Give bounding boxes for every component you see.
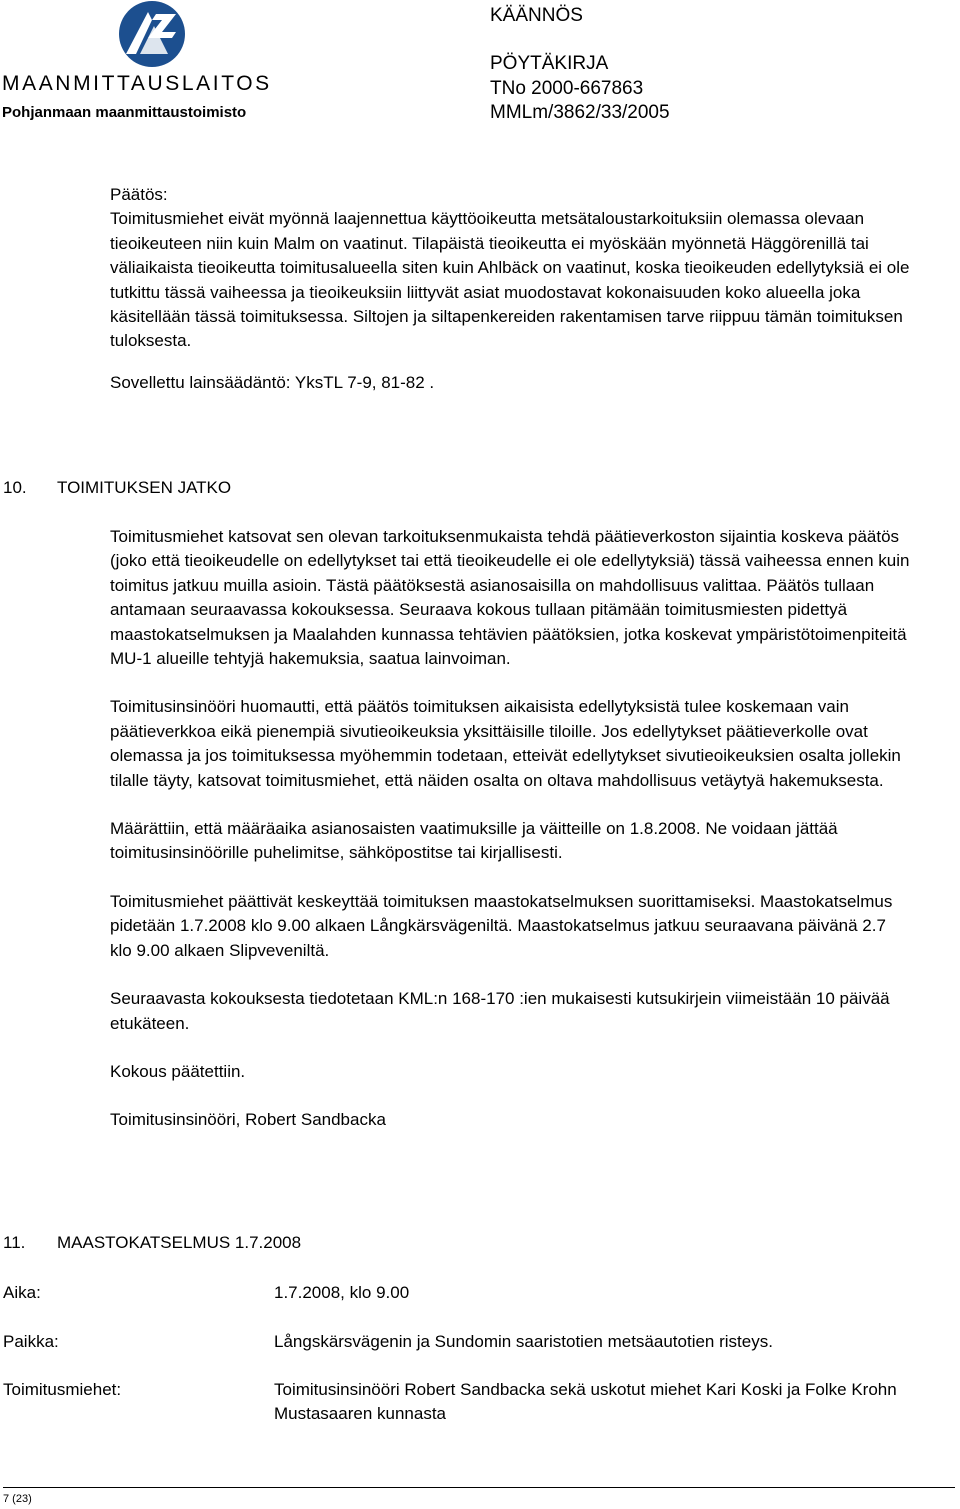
- organization-name: MAANMITTAUSLAITOS: [2, 72, 272, 95]
- paragraph: Määrättiin, että määräaika asianosaisten vaatimuksille ja väitteille on 1.8.2008. Ne voidaan jättää toimitusinsinöörille puhelimitse, sähköpostitse tai kirjallisesti.: [110, 819, 838, 863]
- section-title: TOIMITUKSEN JATKO: [57, 478, 232, 497]
- section-number: 10.: [3, 478, 27, 497]
- office-name: Pohjanmaan maanmittaustoimisto: [2, 104, 247, 121]
- row-value: Toimitusinsinööri Robert Sandbacka sekä uskotut miehet Kari Koski ja Folke Krohn Mustasaaren kunnasta: [274, 1380, 897, 1424]
- row-value: 1.7.2008, klo 9.00: [274, 1283, 410, 1302]
- reference-number: MMLm/3862/33/2005: [490, 102, 670, 123]
- paragraph: Toimitusmiehet katsovat sen olevan tarkoituksenmukaista tehdä päätieverkoston sijaintia koskeva päätös (joko että tieoikeudelle on edellytykset tai että tieoikeudelle ei ole edellytyksiä) tässä vaiheessa ennen kuin toimitus jatkuu muilla asioin. Tästä päätöksestä asianosaisilla on mahdollisuus valittaa. Päätös tullaan antamaan seuraavassa kokouksessa. Seuraava kokous tullaan pitämään toimitusmiesten pidettyä maastokatselmuksen ja Maalahden kunnassa tehtävien päätöksien, jotka koskevat ympäristötoimenpiteitä MU-1 alueille tehtyjä hakemuksia, saatua lainvoiman.: [110, 527, 910, 669]
- section-title: MAASTOKATSELMUS 1.7.2008: [57, 1233, 302, 1252]
- section-11-heading: [3, 1233, 301, 1253]
- case-number: TNo 2000-667863: [490, 78, 644, 99]
- paragraph: Toimitusinsinööri huomautti, että päätös toimituksen aikaisista edellytyksistä tulee koskemaan vain päätieverkkoa eikä pienempiä sivutieoikeuksia yksittäisille tiloille. Jos edellytykset päätieverkolle ovat olemassa ja jos toimituksessa myöhemmin todetaan, etteivät edellytykset sivutieoikeuksien osalta jollekin tilalle täyty, katsovat toimitusmiehet, että näiden osalta on oltava mahdollisuus vetäytyä hakemuksesta.: [110, 697, 901, 790]
- document-kind: PÖYTÄKIRJA: [490, 53, 609, 74]
- decision-text: Toimitusmiehet eivät myönnä laajennettua käyttöoikeutta metsätaloustarkoituksiin olemassa olevaan tieoikeuteen niin kuin Malm on vaatinut. Tilapäistä tieoikeutta ei myöskään myönnetä Häggörenillä tai väliaikaista tieoikeutta toimitusalueella siten kuin Ahlbäck on vaatinut, koska tieoikeuden edellytyksiä ei ole tutkittu tässä vaiheessa ja tieoikeuksiin liittyvät asiat muodostavat kokonaisuuden koko alueella joka käsitellään tässä toimituksessa. Siltojen ja siltapenkereiden rakentamisen tarve riippuu tämän toimituksen tuloksesta.: [110, 209, 910, 351]
- footer-divider: [3, 1487, 955, 1488]
- row-value: Långskärsvägenin ja Sundomin saaristotien metsäautotien risteys.: [274, 1332, 773, 1351]
- section-10-heading: [3, 478, 231, 498]
- row-label: Toimitusmiehet:: [3, 1380, 122, 1399]
- paragraph: Seuraavasta kokouksesta tiedotetaan KML:n 168-170 :ien mukaisesti kutsukirjein viimeistään 10 päivää etukäteen.: [110, 989, 890, 1033]
- maanmittauslaitos-emblem-icon: [118, 0, 186, 68]
- decision-block: [110, 183, 910, 395]
- paragraph: Toimitusmiehet päättivät keskeyttää toimituksen maastokatselmuksen suorittamiseksi. Maastokatselmus pidetään 1.7.2008 klo 9.00 alkaen Långkärsvägeniltä. Maastokatselmus jatkuu seuraavana päivänä 2.7 klo 9.00 alkaen Slipveveniltä.: [110, 891, 893, 960]
- row-label: Paikka:: [3, 1332, 59, 1351]
- document-type: KÄÄNNÖS: [490, 5, 583, 26]
- paragraph: Kokous päätettiin.: [110, 1061, 246, 1081]
- row-label: Aika:: [3, 1283, 41, 1302]
- applied-law: Sovellettu lainsäädäntö: YksTL 7-9, 81-82 .: [110, 372, 435, 392]
- section-10-body: [110, 525, 910, 1133]
- signature-line: Toimitusinsinööri, Robert Sandbacka: [110, 1110, 386, 1130]
- page-number: 7 (23): [3, 1493, 32, 1505]
- section-number: 11.: [3, 1233, 26, 1252]
- logo: [0, 0, 310, 125]
- decision-title: Päätös:: [110, 185, 168, 204]
